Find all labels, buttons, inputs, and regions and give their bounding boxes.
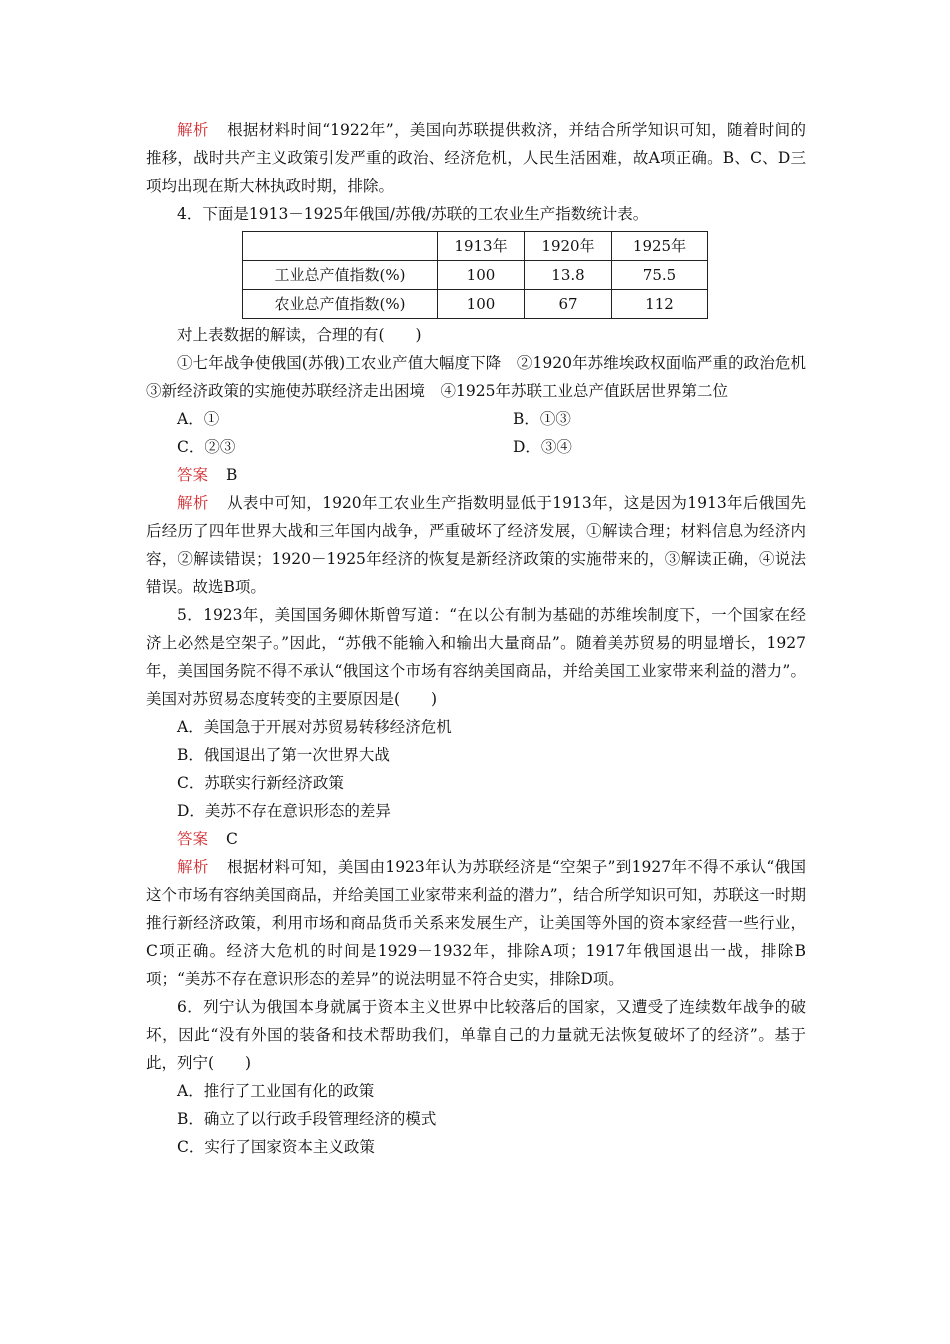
table-cell: 工业总产值指数(%) [243, 261, 438, 290]
option-b: B．①③ [513, 410, 571, 428]
table-cell: 13.8 [525, 261, 612, 290]
option-a: A．推行了工业国有化的政策 [177, 1082, 375, 1100]
table-cell: 农业总产值指数(%) [243, 290, 438, 319]
question-4-answer [146, 461, 806, 489]
document-page [146, 116, 822, 1161]
table-header-cell: 1913年 [438, 232, 525, 261]
question-5-stem: 5．1923年，美国国务卿休斯曾写道：“在以公有制为基础的苏维埃制度下，一个国家在经济上必然是空架子。”因此，“苏俄不能输入和输出大量商品”。随着美苏贸易的明显增长，1927年，美国国务院不得不承认“俄国这个市场有容纳美国商品，并给美国工业家带来利益的潜力”。美国对苏贸易态度转变的主要原因是( ) [146, 606, 806, 708]
table-cell: 100 [438, 290, 525, 319]
option-c: C．实行了国家资本主义政策 [177, 1138, 375, 1156]
analysis-label: 解析 [177, 121, 209, 139]
table-header-cell [243, 232, 438, 261]
option-a: A．① [177, 410, 220, 428]
question-4-statements: ①七年战争使俄国(苏俄)工农业产值大幅度下降 ②1920年苏维埃政权面临严重的政治危机 ③新经济政策的实施使苏联经济走出困境 ④1925年苏联工业总产值跃居世界第二位 [146, 354, 822, 400]
table-cell: 100 [438, 261, 525, 290]
question-6-stem: 6．列宁认为俄国本身就属于资本主义世界中比较落后的国家，又遭受了连续数年战争的破坏，因此“没有外国的装备和技术帮助我们，单靠自己的力量就无法恢复破坏了的经济”。基于此，列宁( ) [146, 998, 806, 1072]
question-5-analysis [146, 853, 806, 993]
options-row [146, 405, 806, 433]
answer-value: B [226, 466, 238, 484]
analysis-text: 从表中可知，1920年工农业生产指数明显低于1913年，这是因为1913年后俄国先后经历了四年世界大战和三年国内战争，严重破坏了经济发展，①解读合理；材料信息为经济内容，②解读错误；1920－1925年经济的恢复是新经济政策的实施带来的，③解读正确，④说法错误。故选B项。 [146, 494, 806, 596]
analysis-text: 根据材料可知，美国由1923年认为苏联经济是“空架子”到1927年不得不承认“俄国这个市场有容纳美国商品，并给美国工业家带来利益的潜力”，结合所学知识可知，苏联这一时期推行新经济政策，利用市场和商品货币关系来发展生产，让美国等外国的资本家经营一些行业，C项正确。经济大危机的时间是1929－1932年，排除A项；1917年俄国退出一战，排除B项；“美苏不存在意识形态的差异”的说法明显不符合史实，排除D项。 [146, 858, 806, 988]
option-c: C．苏联实行新经济政策 [177, 774, 344, 792]
answer-label: 答案 [177, 466, 209, 484]
production-index-table [242, 231, 708, 319]
table-cell: 67 [525, 290, 612, 319]
option-a: A．美国急于开展对苏贸易转移经济危机 [177, 718, 452, 736]
answer-value: C [226, 830, 238, 848]
question-5-answer [146, 825, 806, 853]
question-4-analysis [146, 489, 806, 601]
question-4-stem: 4．下面是1913－1925年俄国/苏俄/苏联的工农业生产指数统计表。 [177, 205, 649, 223]
option-c: C．②③ [177, 438, 236, 456]
table-cell: 112 [612, 290, 708, 319]
option-d: D．美苏不存在意识形态的差异 [177, 802, 391, 820]
analysis-text: 根据材料时间“1922年”，美国向苏联提供救济，并结合所学知识可知，随着时间的推移，战时共产主义政策引发严重的政治、经济危机，人民生活困难，故A项正确。B、C、D三项均出现在斯大林执政时期，排除。 [146, 121, 806, 195]
table-header-cell: 1925年 [612, 232, 708, 261]
table-header-row [243, 232, 708, 261]
q3-analysis [146, 116, 806, 200]
options-row [146, 433, 806, 461]
table-header-cell: 1920年 [525, 232, 612, 261]
option-b: B．确立了以行政手段管理经济的模式 [177, 1110, 437, 1128]
table-cell: 75.5 [612, 261, 708, 290]
answer-label: 答案 [177, 830, 209, 848]
option-b: B．俄国退出了第一次世界大战 [177, 746, 390, 764]
analysis-label: 解析 [177, 494, 209, 512]
table-row [243, 261, 708, 290]
analysis-label: 解析 [177, 858, 209, 876]
option-d: D．③④ [513, 438, 572, 456]
question-4-prompt: 对上表数据的解读，合理的有( ) [177, 326, 422, 344]
table-row [243, 290, 708, 319]
